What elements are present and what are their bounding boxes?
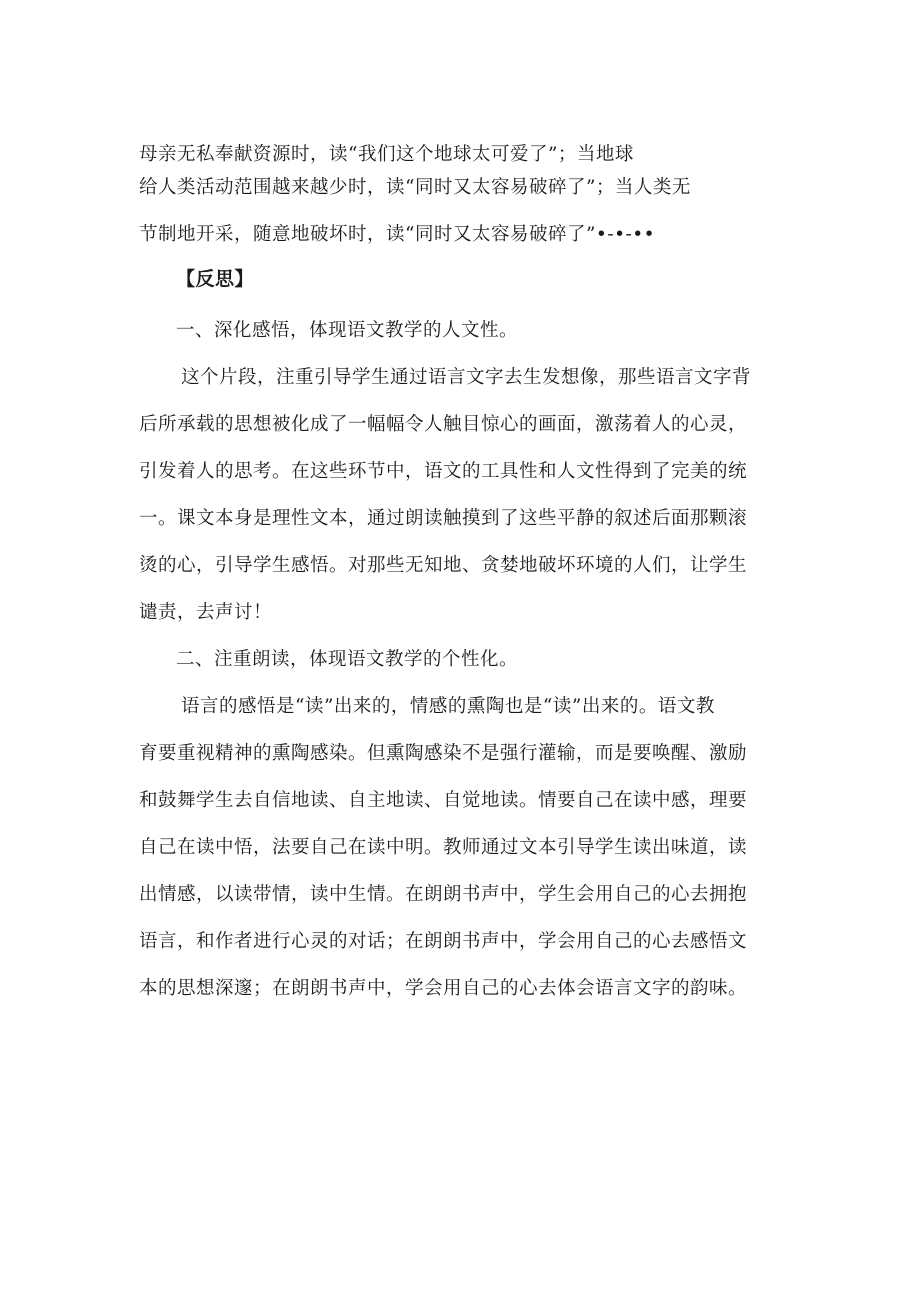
section1-line-4: 一。课文本身是理性文本，通过朗读触摸到了这些平静的叙述后面那颗滚 — [139, 508, 748, 529]
section1-line-2: 后所承载的思想被化成了一幅幅令人触目惊心的画面，激荡着人的心灵， — [139, 414, 748, 435]
top-line-1: 母亲无私奉献资源时，读“我们这个地球太可爱了”；当地球 — [139, 144, 634, 165]
section1-line-1: 这个片段，注重引导学生通过语言文字去生发想像，那些语言文字背 — [181, 367, 752, 388]
section1-title: 一、深化感悟，体现语文教学的人文性。 — [176, 320, 519, 341]
section2-line-2: 育要重视精神的熏陶感染。但熏陶感染不是强行灌输，而是要唤醒、激励 — [139, 743, 748, 764]
section1-line-3: 引发着人的思考。在这些环节中，语文的工具性和人文性得到了完美的统 — [139, 461, 748, 482]
section2-title: 二、注重朗读，体现语文教学的个性化。 — [176, 649, 519, 670]
section1-line-5: 烫的心，引导学生感悟。对那些无知地、贪婪地破坏环境的人们，让学生 — [139, 555, 748, 576]
section2-line-3: 和鼓舞学生去自信地读、自主地读、自觉地读。情要自己在读中感，理要 — [139, 790, 748, 811]
section2-line-6: 语言，和作者进行心灵的对话；在朗朗书声中，学会用自己的心去感悟文 — [139, 931, 748, 952]
top-line-2: 给人类活动范围越来越少时，读“同时又太容易破碎了”；当人类无 — [139, 177, 691, 198]
reflection-heading: 【反思】 — [176, 268, 255, 290]
section2-line-4: 自己在读中悟，法要自己在读中明。教师通过文本引导学生读出味道，读 — [139, 837, 748, 858]
section2-line-5: 出情感，以读带情，读中生情。在朗朗书声中，学生会用自己的心去拥抱 — [139, 884, 748, 905]
section1-line-6: 谴责，去声讨！ — [139, 602, 273, 623]
section2-line-7: 本的思想深邃；在朗朗书声中，学会用自己的心去体会语言文字的韵味。 — [139, 978, 748, 999]
top-line-3: 节制地开采，随意地破坏时，读“同时又太容易破碎了”•-•-•• — [139, 224, 656, 245]
section2-line-1: 语言的感悟是“读”出来的，情感的熏陶也是“读”出来的。语文教 — [181, 696, 715, 717]
